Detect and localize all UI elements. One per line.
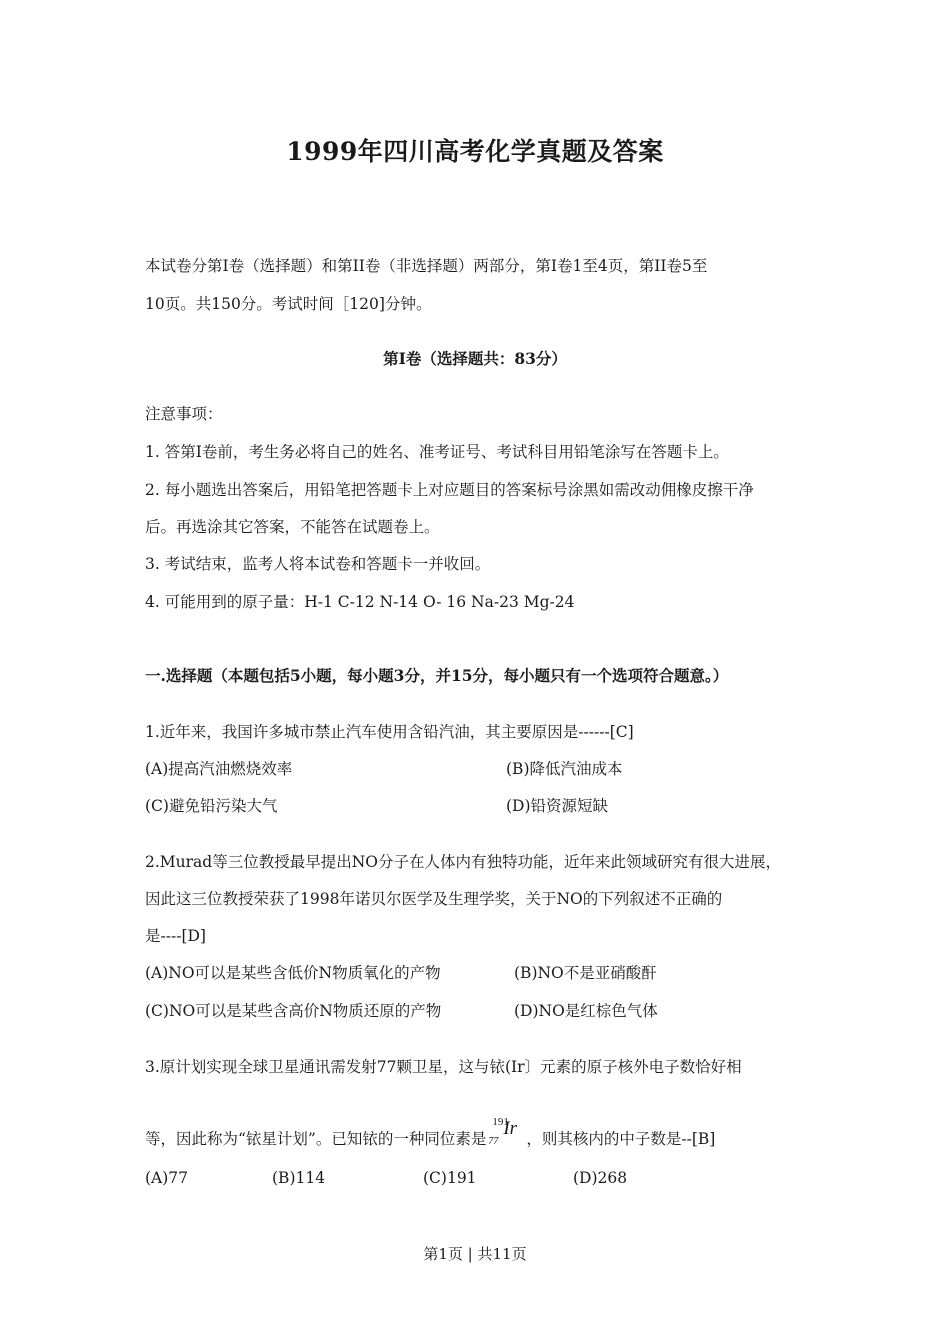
question-2-option-b: (B)NO不是亚硝酸酐 — [514, 964, 657, 982]
page-footer: 第1页 | 共11页 — [423, 1245, 527, 1263]
note-item-1: 1. 答第Ⅰ卷前，考生务必将自己的姓名、准考证号、考试科目用铅笔涂写在答题卡上。 — [145, 443, 729, 461]
question-1-option-d: (D)铅资源短缺 — [506, 797, 609, 815]
note-item-3: 3. 考试结束，监考人将本试卷和答题卡一并收回。 — [145, 555, 491, 573]
intro-line-1: 本试卷分第Ⅰ卷（选择题）和第II卷（非选择题）两部分，第Ⅰ卷1至4页，第II卷5至 — [145, 257, 708, 275]
question-3-stem-line-2 — [145, 1118, 715, 1150]
question-3-stem-line-1: 3.原计划实现全球卫星通讯需发射77颗卫星，这与铱(Ir〕元素的原子核外电子数恰好相 — [145, 1058, 742, 1076]
section-heading: 第Ⅰ卷（选择题共：83分） — [383, 349, 567, 368]
note-item-2: 2. 每小题选出答案后，用铅笔把答题卡上对应题目的答案标号涂黑如需改动佣橡皮擦干净 — [145, 481, 754, 499]
question-1-stem: 1.近年来，我国许多城市禁止汽车使用含铅汽油，其主要原因是------[C] — [145, 723, 634, 741]
notes-heading: 注意事项： — [145, 405, 223, 423]
intro-line-2: 10页。共150分。考试时间［120]分钟。 — [145, 295, 432, 313]
question-3-stem-after: ，则其核内的中子数是--[B] — [526, 1130, 716, 1148]
question-3-option-c: (C)191 — [423, 1169, 477, 1187]
question-3-option-b: (B)114 — [272, 1169, 326, 1187]
part-heading: 一.选择题（本题包括5小题，每小题3分，并15分，每小题只有一个选项符合题意。） — [145, 666, 729, 685]
question-3-option-d: (D)268 — [573, 1169, 628, 1187]
question-1-option-c: (C)避免铅污染大气 — [145, 797, 278, 815]
page-title: 1999年四川高考化学真题及答案 — [286, 137, 664, 166]
question-2-stem-line-2: 因此这三位教授荣获了1998年诺贝尔医学及生理学奖，关于NO的下列叙述不正确的 — [145, 890, 723, 908]
isotope-atomic-number: 77 — [488, 1136, 499, 1147]
question-1-option-a: (A)提高汽油燃烧效率 — [145, 760, 293, 778]
iridium-isotope-notation — [486, 1118, 526, 1150]
question-2-option-c: (C)NO可以是某些含高价N物质还原的产物 — [145, 1002, 442, 1020]
note-item-4: 4. 可能用到的原子量：H-1 C-12 N-14 O- 16 Na-23 Mg-24 — [145, 593, 575, 611]
question-3-stem-before: 等，因此称为“铱星计划”。已知铱的一种同位素是 — [145, 1130, 487, 1148]
question-1-option-b: (B)降低汽油成本 — [506, 760, 623, 778]
question-2-stem-line-1: 2.Murad等三位教授最早提出NO分子在人体内有独特功能，近年来此领域研究有很大进展， — [145, 853, 781, 871]
question-2-option-d: (D)NO是红棕色气体 — [514, 1002, 658, 1020]
question-2-option-a: (A)NO可以是某些含低价N物质氧化的产物 — [145, 964, 441, 982]
isotope-mass-number: 191 — [492, 1116, 509, 1128]
question-3-option-a: (A)77 — [145, 1169, 189, 1187]
note-item-2-cont: 后。再选涂其它答案，不能答在试题卷上。 — [145, 518, 440, 536]
isotope-symbol: Ir — [503, 1118, 518, 1139]
question-2-stem-line-3: 是----[D] — [145, 927, 206, 945]
